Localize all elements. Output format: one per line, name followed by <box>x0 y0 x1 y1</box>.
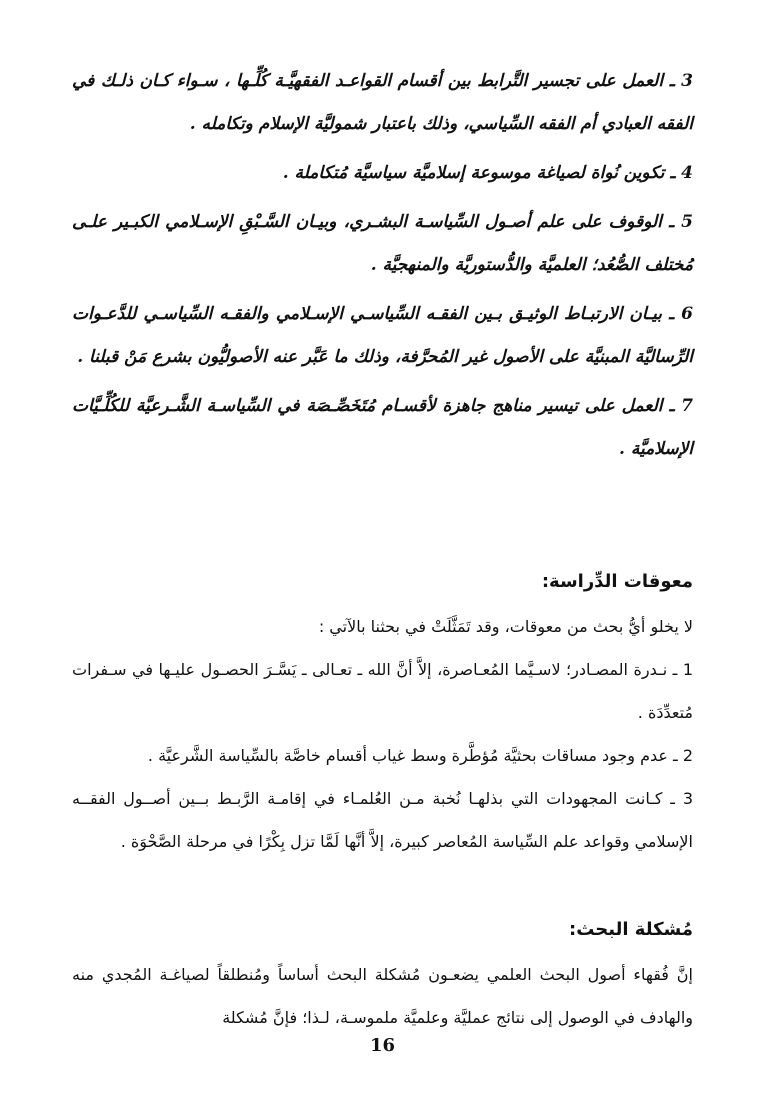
obstacle-item-1: 1 ـ نـدرة المصـادر؛ لاسـيَّما المُعـاصرة، إلاَّ أنَّ الله ـ تعـالى ـ يَسَّـرَ الحصـول عليـها في سـفرات مُتعدِّدَة . <box>72 660 693 722</box>
goal-item-6: 6 ـ بيـان الارتبـاط الوثيـق بـين الفقـه السِّياسـي الإسـلامي والفقـه السِّياسـي للدَّعـوات الرِّساليَّة المبنيَّة على الأصول غير المُحرَّفة، وذلك ما عَبَّر عنه الأصوليُّون بشرع مَنْ قبلنا . <box>72 304 693 367</box>
obstacle-item-2: 2 ـ عدم وجود مساقات بحثيَّة مُؤطَّرة وسط غياب أقسام خاصَّة بالسِّياسة الشَّرعيَّة . <box>147 746 693 765</box>
obstacles-heading: معوقات الدِّراسة: <box>541 571 693 592</box>
page-number: 16 <box>369 1035 396 1056</box>
problem-heading: مُشكلة البحث: <box>569 919 693 940</box>
goal-item-5: 5 ـ الوقوف على علم أصـول السِّياسـة البشـري، وبيـان السَّـبْقِ الإسـلامي الكبـير علـى مُختلف الصُّعُد؛ العلميَّة والدُّستوريَّة والمنهجيَّة . <box>72 212 693 275</box>
obstacles-intro: لا يخلو أيُّ بحث من معوقات، وقد تَمَثَّلَتْ في بحثنا بالآتي : <box>318 617 693 636</box>
problem-paragraph: إنَّ فُقهاء أصول البحث العلمي يضعـون مُشكلة البحث أساساً ومُنطلقاً لصياغـة المُجدي منه والهادف في الوصول إلى نتائج عمليَّة وعلميَّة ملموسـة، لـذا؛ فإنَّ مُشكلة <box>72 965 693 1027</box>
obstacle-item-3: 3 ـ كـانت المجهودات التي بذلهـا نُخبة مـن العُلمـاء في إقامـة الرَّبـط بــين أصــول الفقــه الإسلامي وقواعد علم السِّياسة المُعاصر كبيرة، إلاَّ أنَّها لَمَّا تزل بِكْرًا في مرحلة الصَّحْوَة . <box>72 789 693 851</box>
goal-item-4: 4 ـ تكوين نُواة لصياغة موسوعة إسلاميَّة سياسيَّة مُتكاملة . <box>282 163 693 183</box>
goal-item-7: 7 ـ العمل على تيسير مناهج جاهزة لأقسـام مُتَخَصِّـصَة في السِّياسـة الشَّـرعيَّة للكُلِّـيَّات الإسلاميَّة . <box>72 396 693 459</box>
goal-item-3: 3 ـ العمل على تجسير التَّرابط بين أقسام القواعـد الفقهيَّـة كُلِّـها ، سـواء كـان ذلـك في الفقه العبادي أم الفقه السِّياسي، وذلك باعتبار شموليَّة الإسلام وتكامله . <box>72 71 693 134</box>
page-body <box>72 60 693 1115</box>
